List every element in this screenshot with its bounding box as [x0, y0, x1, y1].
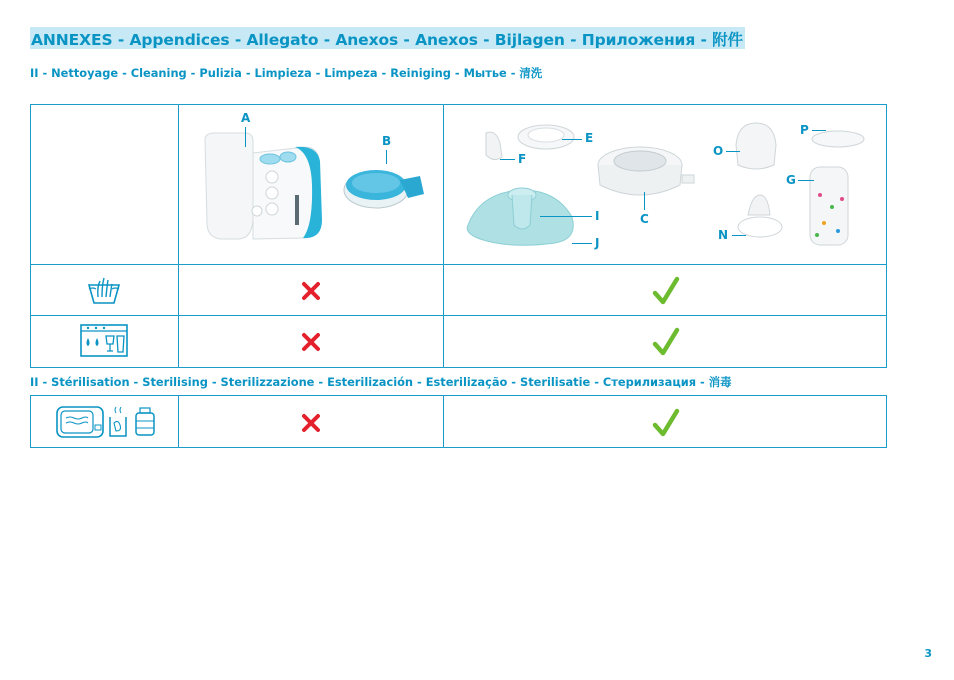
sterilisation-table: [30, 395, 887, 448]
part-b-illustration: [340, 160, 435, 215]
check-icon: [652, 408, 680, 438]
check-icon: [652, 327, 680, 357]
part-label-f: F: [518, 152, 527, 166]
part-label-p: P: [800, 123, 809, 137]
dishwasher-icon: [80, 324, 128, 357]
part-label-o: O: [713, 144, 724, 158]
part-label-c: C: [640, 212, 649, 226]
cross-icon: [301, 332, 321, 352]
part-label-j: J: [595, 236, 600, 250]
cross-icon: [301, 413, 321, 433]
page-number: 3: [924, 647, 932, 660]
device-a-illustration: [195, 125, 330, 250]
part-label-e: E: [585, 131, 594, 145]
hand-wash-icon: [86, 275, 122, 307]
microwave-and-boil-sterilizer-icon: [56, 405, 158, 439]
sterilisation-heading: II - Stérilisation - Sterilising - Sterilizzazione - Esterilización - Esterilização - Sterilisatie - Стерилизация - 消毒: [30, 375, 732, 389]
cleaning-heading: II - Nettoyage - Cleaning - Pulizia - Limpieza - Limpeza - Reiniging - Мытье - 清洗: [30, 66, 543, 80]
part-label-n: N: [718, 228, 729, 242]
cross-icon: [301, 281, 321, 301]
part-label-a: A: [241, 111, 251, 125]
check-icon: [652, 276, 680, 306]
part-label-i: I: [595, 209, 600, 223]
accessories-illustration: [460, 115, 880, 255]
part-label-b: B: [382, 134, 392, 148]
part-label-g: G: [786, 173, 796, 187]
page-title: ANNEXES - Appendices - Allegato - Anexos - Anexos - Bijlagen - Приложения - 附件: [31, 31, 743, 49]
